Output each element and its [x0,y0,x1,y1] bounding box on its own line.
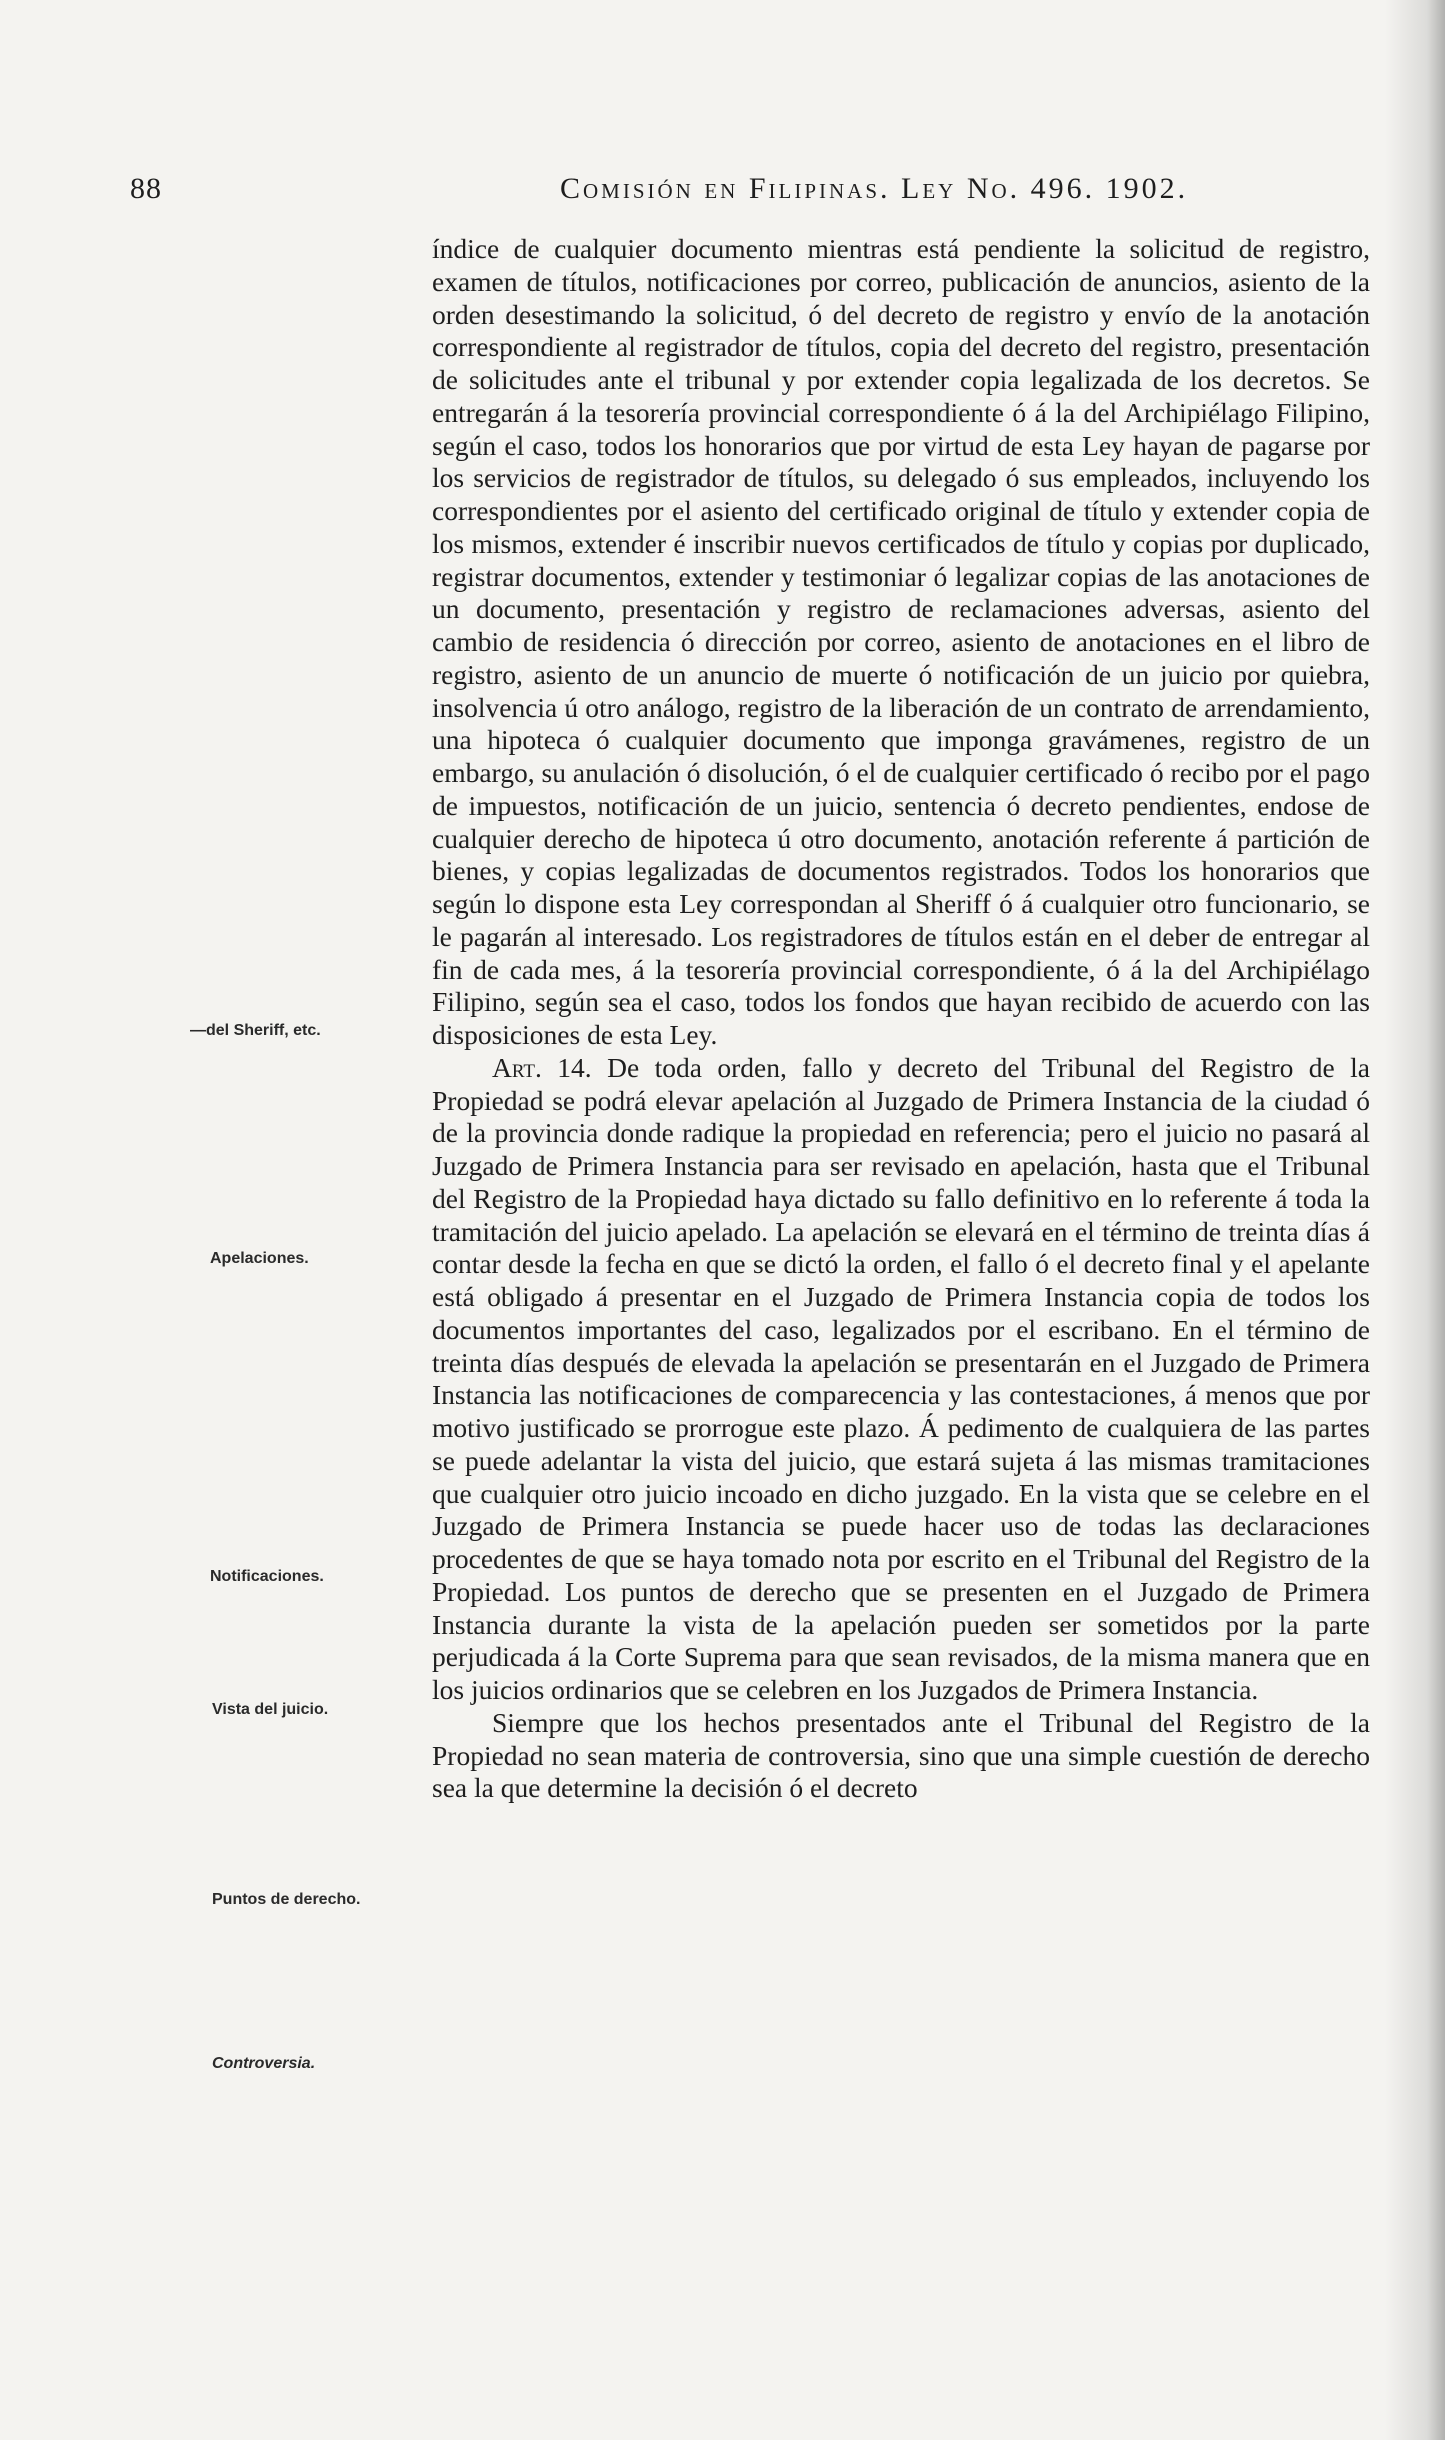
page-header [0,172,1445,212]
page-edge-shadow [1385,0,1445,2440]
margin-note-puntos-de-derecho: Puntos de derecho. [212,1891,361,1908]
margin-note-sheriff: —del Sheriff, etc. [190,1022,321,1039]
paragraph-art-14 [432,1052,1370,1707]
article-14-text: De toda orden, fallo y decreto del Tribunal del Registro de la Propiedad se podrá elevar apelación al Juzgado de Primera Instancia de la ciudad ó de la provincia donde radique la propiedad en referencia; pero el juicio no pasará al Juzgado de Primera Instancia para ser revisado en apelación, hasta que el Tribunal del Registro de la Propiedad haya dictado su fallo definitivo en lo referente á toda la tramitación del juicio apelado. La apelación se elevará en el término de treinta días á contar desde la fecha en que se dictó la orden, el fallo ó el decreto final y el apelante está obligado á presentar en el Juzgado de Primera Instancia copia de todos los documentos importantes del caso, legalizados por el escribano. En el término de treinta días después de elevada la apelación se presentarán en el Juzgado de Primera Instancia las notificaciones de comparecencia y las contestaciones, á menos que por motivo justificado se prorrogue este plazo. Á pedimento de cualquiera de las partes se puede adelantar la vista del juicio, que estará sujeta á las mismas tramitaciones que cualquier otro juicio incoado en dicho juzgado. En la vista que se celebre en el Juzgado de Primera Instancia se puede hacer uso de todas las declaraciones procedentes de que se haya tomado nota por escrito en el Tribunal del Registro de la Propiedad. Los puntos de derecho que se presenten en el Juzgado de Primera Instancia durante la vista de la apelación pueden ser sometidos por la parte perjudicada á la Corte Suprema para que sean revisados, de la misma manera que en los juicios ordinarios que se celebren en los Juzgados de Primera Instancia. [432,1051,1371,1705]
article-label: Art. 14. [492,1051,592,1083]
margin-note-vista-del-juicio: Vista del juicio. [212,1701,329,1718]
margin-note-notificaciones: Notificaciones. [210,1568,324,1585]
paragraph-controversia: Siempre que los hechos presentados ante el Tribunal del Registro de la Propiedad no sean materia de controversia, sino que una simple cuestión de derecho sea la que determine la decisión ó el decreto [432,1706,1370,1804]
running-head: Comisión en Filipinas. Ley No. 496. 1902. [560,172,1189,205]
margin-note-apelaciones: Apelaciones. [210,1250,309,1267]
paragraph-honorarios: índice de cualquier documento mientras está pendiente la solicitud de registro, examen de títulos, notificaciones por correo, publicación de anuncios, asiento de la orden desestimando la solicitud, ó del decreto de registro y envío de la anotación correspondiente al registrador de títulos, copia del decreto del registro, presentación de solicitudes ante el tribunal y por extender copia legalizada de los decretos. Se entregarán á la tesorería provincial correspondiente ó á la del Archipiélago Filipino, según el caso, todos los honorarios que por virtud de esta Ley hayan de pagarse por los servicios de registrador de títulos, su delegado ó sus empleados, incluyendo los correspondientes por el asiento del certificado original de título y extender copia de los mismos, extender é inscribir nuevos certificados de título y copias por duplicado, registrar documentos, extender y testimoniar ó legalizar copias de las anotaciones de un documento, presentación y registro de reclamaciones adversas, asiento del cambio de residencia ó dirección por correo, asiento de anotaciones en el libro de registro, asiento de un anuncio de muerte ó notificación de un juicio por quiebra, insolvencia ú otro análogo, registro de la liberación de un contrato de arrendamiento, una hipoteca ó cualquier documento que imponga gravámenes, registro de un embargo, su anulación ó disolución, ó el de cualquier certificado ó recibo por el pago de impuestos, notificación de un juicio, sentencia ó decreto pendientes, endose de cualquier derecho de hipoteca ú otro documento, anotación referente á partición de bienes, y copias legalizadas de documentos registrados. Todos los honorarios que según lo dispone esta Ley correspondan al Sheriff ó á cualquier otro funcionario, se le pagarán al interesado. Los registradores de títulos están en el deber de entregar al fin de cada mes, á la tesorería provincial correspondiente, ó á la del Archipiélago Filipino, según sea el caso, todos los fondos que hayan recibido de acuerdo con las disposiciones de esta Ley. [432,233,1370,1050]
margin-note-controversia: Controversia. [212,2055,316,2072]
body-text [432,233,1370,1805]
page-number: 88 [130,172,162,205]
